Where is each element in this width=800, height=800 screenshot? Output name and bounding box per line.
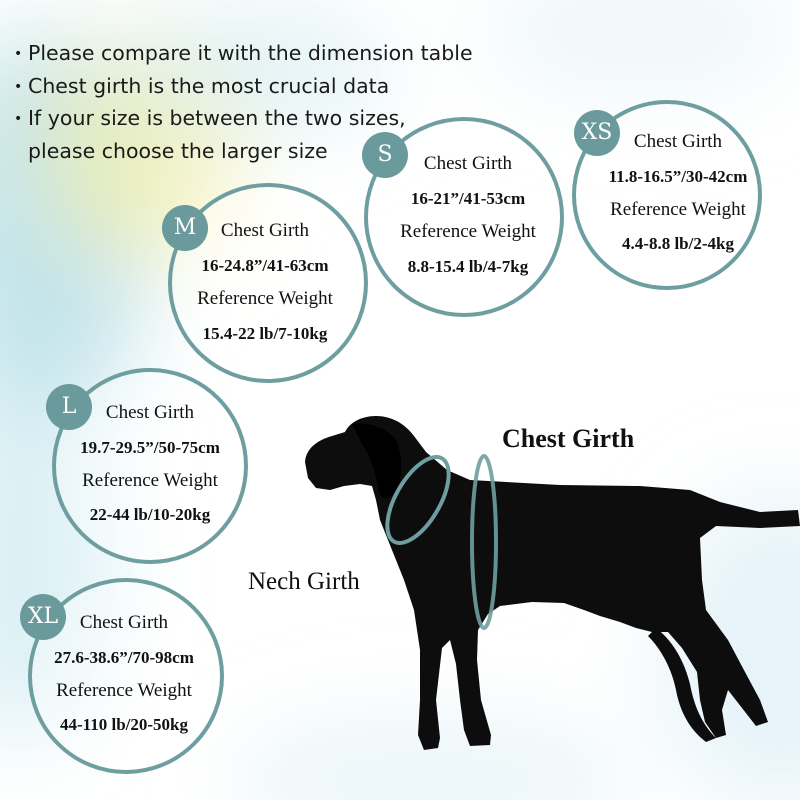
neck-girth-label: Nech Girth [248, 568, 360, 595]
note-item: please choose the larger size [28, 138, 328, 163]
note-item: • If your size is between the two sizes, [14, 103, 473, 136]
size-badge: XS [574, 110, 620, 156]
size-badge: XL [20, 594, 66, 640]
note-item: • Chest girth is the most crucial data [14, 71, 473, 104]
chest-girth-label: Chest Girth [502, 424, 635, 453]
bullet-icon: • [14, 111, 23, 127]
bullet-icon: • [14, 78, 23, 95]
size-badge: L [46, 384, 92, 430]
note-item: • Please compare it with the dimension table [14, 38, 473, 71]
dog-silhouette [305, 416, 800, 750]
size-badge: M [162, 205, 208, 251]
size-badge: S [362, 132, 408, 178]
bullet-icon: • [14, 46, 23, 62]
